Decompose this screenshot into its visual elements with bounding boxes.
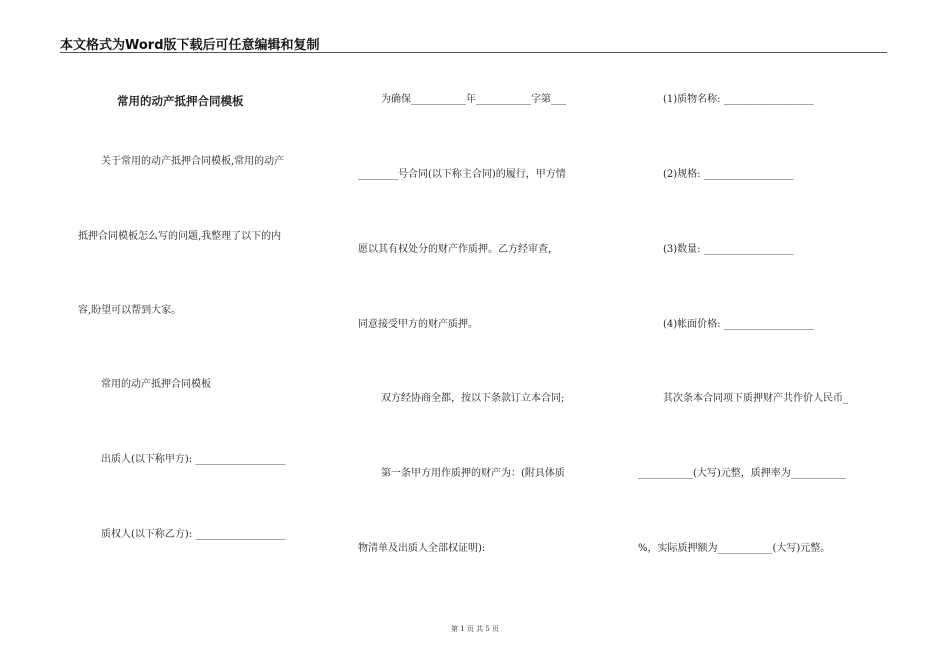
paragraph-line: 为确保___________年___________字第___: [381, 94, 566, 105]
page-number: 第 1 页 共 5 页: [450, 625, 500, 633]
paragraph-line: 其次条本合同项下质押财产共作价人民币_: [663, 393, 848, 404]
paragraph-line: 物清单及出质人全部权证明):: [358, 543, 486, 554]
pledgor-field: 出质人(以下称甲方): __________________: [101, 454, 286, 465]
paragraph-line: 关于常用的动产抵押合同模板,常用的动产: [101, 156, 285, 167]
paragraph-line: ________号合同(以下称主合同)的履行，甲方情: [358, 169, 566, 180]
document-header: 本文格式为Word版下载后可任意编辑和复制: [60, 38, 320, 53]
pledgee-field: 质权人(以下称乙方): __________________: [101, 529, 286, 540]
paragraph-line: 愿以其有权处分的财产作质押。乙方经审查，: [358, 244, 558, 255]
paragraph-line: 双方经协商全都，按以下条款订立本合同;: [381, 393, 565, 404]
paragraph-line: ___________(大写)元整，质押率为___________: [638, 468, 846, 479]
spec-field: (2)规格: __________________: [663, 169, 794, 180]
goods-name-field: (1)质物名称: __________________: [663, 94, 814, 105]
paragraph-line: 同意接受甲方的财产质押。: [358, 319, 478, 330]
header-divider: [60, 52, 887, 53]
paragraph-line: 容,盼望可以帮到大家。: [78, 305, 182, 316]
quantity-field: (3)数量: __________________: [663, 244, 794, 255]
paragraph-line: 第一条甲方用作质押的财产为：(附具体质: [381, 468, 565, 479]
paragraph-line: 抵押合同模板怎么写的问题,我整理了以下的内: [78, 231, 282, 242]
paragraph-line: %，实际质押额为___________(大写)元整。: [638, 543, 831, 554]
book-value-field: (4)帐面价格: __________________: [663, 319, 814, 330]
paragraph-line: 常用的动产抵押合同模板: [101, 379, 211, 390]
document-title: 常用的动产抵押合同模板: [117, 94, 244, 108]
